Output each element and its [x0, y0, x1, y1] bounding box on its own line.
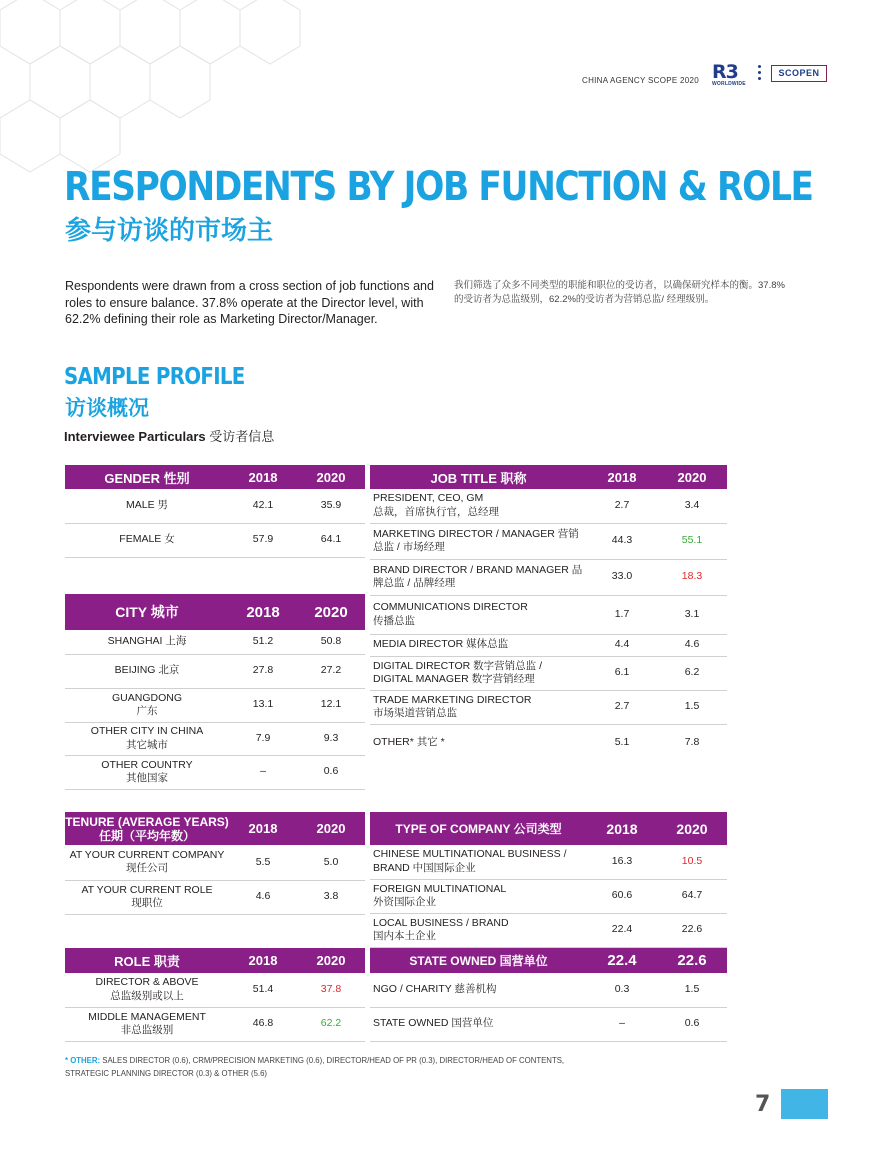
city-table [65, 594, 365, 790]
row-label-line2: DIGITAL MANAGER 数字营销经理 [373, 673, 535, 685]
row-value-2018: 16.3 [587, 845, 657, 879]
row-label-line1: COMMUNICATIONS DIRECTOR [373, 601, 528, 613]
row-value-2018: 0.3 [587, 973, 657, 1007]
row-label-line1: AT YOUR CURRENT ROLE [81, 883, 213, 896]
row-value-2020: 3.1 [657, 595, 727, 634]
row-label [65, 755, 229, 789]
row-label-line2: BRAND 中国国际企业 [373, 861, 476, 874]
row-label-line1: CHINESE MULTINATIONAL BUSINESS / [373, 848, 567, 861]
row-value-2018: 33.0 [587, 559, 657, 595]
row-label-line2: 其它城市 [126, 738, 168, 751]
job-year-2020: 2020 [657, 465, 727, 489]
row-value-2018: 60.6 [587, 879, 657, 913]
row-value-2020: 1.5 [657, 973, 727, 1007]
row-label-line1: TRADE MARKETING DIRECTOR [373, 693, 532, 706]
table-row [370, 690, 727, 724]
tenure-year-2020: 2020 [297, 812, 365, 845]
row-value-2018: 44.3 [587, 523, 657, 559]
row-value-2018: – [229, 755, 297, 789]
row-value-2020: 7.8 [684, 735, 700, 748]
footnote [65, 1055, 585, 1080]
job-year-2018: 2018 [587, 465, 657, 489]
report-name: CHINA AGENCY SCOPE 2020 [582, 76, 700, 85]
intro-paragraph-en: Respondents were drawn from a cross section of job functions and roles to ensure balance. 37.8% operate at the Director level, with 62.2% defining their role as Marketing Director/Manager. [65, 279, 434, 326]
row-label [65, 654, 229, 688]
row-label [370, 634, 587, 656]
job-title-table [370, 465, 727, 760]
company-type-table [370, 812, 727, 948]
row-label-line1: OTHER* 其它 * [373, 735, 445, 748]
row-value-2020: 62.2 [297, 1007, 365, 1041]
tenure-header-line1: TENURE (AVERAGE YEARS) [65, 814, 229, 829]
particulars-en: Interviewee Particulars [64, 429, 206, 444]
row-value-2020: 4.6 [657, 634, 727, 656]
row-value-2020: 64.1 [297, 523, 365, 557]
row-value-2018: 46.8 [229, 1007, 297, 1041]
scopen-logo: SCOPEN [771, 65, 827, 82]
table-row [65, 973, 365, 1007]
page-title: RESPONDENTS BY JOB FUNCTION & ROLE [64, 164, 813, 210]
row-value-2018: – [587, 1007, 657, 1041]
table-row [65, 880, 365, 914]
tenure-table [65, 812, 365, 915]
row-label: MALE 男 [65, 489, 229, 523]
state-owned-total-2018: 22.4 [587, 948, 657, 973]
row-value-2018: 4.6 [229, 880, 297, 914]
row-label-line2: 外资国际企业 [373, 896, 436, 908]
table-row [370, 656, 727, 690]
row-label [370, 595, 587, 634]
row-value-2020: 18.3 [657, 559, 727, 595]
gender-year-2020: 2020 [297, 465, 365, 489]
row-value-2020: 0.6 [297, 755, 365, 789]
role-year-2020: 2020 [297, 948, 365, 973]
row-value-2018: 2.7 [587, 690, 657, 724]
table-row [370, 559, 727, 595]
row-value-2020: 37.8 [297, 973, 365, 1007]
row-label-line1: DIRECTOR & ABOVE [95, 976, 199, 989]
table-row [370, 913, 727, 947]
row-value-2018: 51.2 [229, 630, 297, 654]
row-label-line2: 总裁，首席执行官，总经理 [373, 505, 499, 518]
row-value-2020: 12.1 [297, 688, 365, 722]
row-label-line1: BEIJING 北京 [114, 664, 180, 677]
intro-paragraph-cn: 我们筛选了众多不同类型的职能和职位的受访者，以确保研究样本的衡。37.8%的受访者为总监级别，62.2%的受访者为营销总监/ 经理级别。 [454, 280, 785, 305]
row-label-line1: AT YOUR CURRENT COMPANY [69, 848, 225, 861]
row-label-line2: 市场渠道营销总监 [373, 707, 457, 719]
row-label-line1: LOCAL BUSINESS / BRAND [373, 916, 509, 929]
row-label-line2: 广东 [136, 705, 158, 717]
section-title: SAMPLE PROFILE [64, 364, 245, 390]
row-label: STATE OWNED 国营单位 [370, 1007, 587, 1041]
job-title-header: JOB TITLE 职称 [370, 465, 587, 489]
row-value-2020: 3.4 [657, 489, 727, 523]
tenure-header-line2: 任期（平均年数） [98, 828, 195, 843]
row-label-line2: 非总监级别 [120, 1024, 174, 1036]
row-label-line1: FOREIGN MULTINATIONAL [373, 882, 507, 895]
row-label [370, 879, 587, 913]
table-row [65, 1007, 365, 1041]
state-owned-table [370, 948, 727, 1042]
table-row [370, 879, 727, 913]
row-label-line1: SHANGHAI 上海 [107, 635, 187, 647]
city-year-2018: 2018 [229, 594, 297, 630]
gender-table [65, 465, 365, 558]
gender-year-2018: 2018 [229, 465, 297, 489]
row-value-2020: 1.5 [657, 690, 727, 724]
row-label-line2: 传播总监 [373, 614, 415, 627]
row-label-line2: 其他国家 [126, 772, 168, 784]
row-value-2018: 4.4 [587, 634, 657, 656]
row-label-line1: GUANGDONG [111, 691, 182, 704]
company-year-2018: 2018 [587, 812, 657, 845]
row-value-2018: 51.4 [229, 973, 297, 1007]
table-row [370, 489, 727, 523]
row-value-2020: 10.5 [657, 845, 727, 879]
particulars-cn: 受访者信息 [209, 429, 275, 444]
row-label [65, 722, 229, 755]
table-row [65, 654, 365, 688]
row-value-2020: 27.2 [297, 654, 365, 688]
footnote-text: SALES DIRECTOR (0.6), CRM/PRECISION MARKETING (0.6), DIRECTOR/HEAD OF PR (0.3), DIRECTOR/HEAD OF CONTENTS, STRATEGIC PLANNING DIRECTOR (0.3) & OTHER (5.6) [65, 1056, 565, 1078]
table-row [65, 722, 365, 755]
row-label [370, 913, 587, 947]
row-label [370, 690, 587, 724]
row-label [370, 724, 587, 760]
city-header: CITY 城市 [65, 594, 229, 630]
row-value-2018: 22.4 [587, 913, 657, 947]
row-label-line2: 现职位 [131, 897, 163, 909]
footnote-marker: * OTHER: [65, 1056, 101, 1065]
row-label-line1: MEDIA DIRECTOR 媒体总监 [373, 638, 509, 651]
table-row [370, 973, 727, 1007]
row-label-line2: 总监级别或以上 [110, 989, 184, 1002]
row-value-2018: 6.1 [587, 656, 657, 690]
row-label [65, 845, 229, 880]
row-label [65, 973, 229, 1007]
row-label [65, 688, 229, 722]
row-value-2018: 13.1 [229, 688, 297, 722]
row-label: FEMALE 女 [65, 523, 229, 557]
row-label [370, 523, 587, 559]
table-row [65, 630, 365, 654]
row-value-2020: 9.3 [297, 722, 365, 755]
state-owned-header: STATE OWNED 国营单位 [370, 948, 587, 973]
row-value-2020: 64.7 [657, 879, 727, 913]
row-value-2020: 0.6 [657, 1007, 727, 1041]
row-label-line2: 国内本土企业 [373, 930, 436, 942]
row-label-line1: PRESIDENT, CEO, GM [373, 492, 484, 505]
row-value-2020: 3.8 [297, 880, 365, 914]
page-number: 7 [755, 1092, 771, 1117]
tenure-header [65, 812, 229, 845]
page-title-cn: 参与访谈的市场主 [65, 215, 274, 245]
row-label [370, 559, 587, 595]
row-value-2020: 35.9 [297, 489, 365, 523]
company-year-2020: 2020 [657, 812, 727, 845]
table-row [370, 595, 727, 634]
row-value-2018: 5.5 [229, 845, 297, 880]
gender-header: GENDER 性别 [65, 465, 229, 489]
row-label-line2: 现任公司 [126, 862, 168, 875]
row-value-2020: 55.1 [657, 523, 727, 559]
row-label: NGO / CHARITY 慈善机构 [370, 973, 587, 1007]
row-value-2018: 5.1 [614, 735, 630, 748]
r3-logo: R3 [712, 61, 738, 83]
row-label [65, 630, 229, 654]
logo-separator-dots [758, 65, 762, 83]
row-label [370, 656, 587, 690]
role-year-2018: 2018 [229, 948, 297, 973]
table-row [370, 523, 727, 559]
row-label-line1: MARKETING DIRECTOR / MANAGER 营销 [373, 527, 579, 540]
particulars-heading [64, 426, 274, 445]
table-row [370, 724, 727, 760]
row-label-line1: MIDDLE MANAGEMENT [88, 1010, 206, 1023]
row-label-line1: OTHER COUNTRY [101, 758, 193, 771]
row-value-2018: 42.1 [229, 489, 297, 523]
table-row [65, 845, 365, 880]
row-label [370, 845, 587, 879]
row-value-2018: 1.7 [587, 595, 657, 634]
table-row [370, 1007, 727, 1041]
row-value-2018: 2.7 [587, 489, 657, 523]
r3-logo-subtext: WORLDWIDE [712, 81, 746, 87]
row-label-line1: OTHER CITY IN CHINA [90, 725, 204, 737]
row-value-2018: 27.8 [229, 654, 297, 688]
role-table [65, 948, 365, 1042]
row-label-line1: DIGITAL DIRECTOR 数字营销总监 / [373, 659, 542, 672]
table-row [65, 755, 365, 789]
row-label-line2: 牌总监 / 品牌经理 [373, 577, 456, 589]
table-row [65, 688, 365, 722]
table-row [370, 634, 727, 656]
city-year-2020: 2020 [297, 594, 365, 630]
table-row [65, 523, 365, 557]
row-label [65, 880, 229, 914]
page-number-tab [781, 1089, 828, 1119]
row-value-2020: 6.2 [657, 656, 727, 690]
row-value-2018: 57.9 [229, 523, 297, 557]
row-value-2020: 50.8 [297, 630, 365, 654]
row-value-2018: 7.9 [229, 722, 297, 755]
state-owned-total-2020: 22.6 [657, 948, 727, 973]
tenure-year-2018: 2018 [229, 812, 297, 845]
section-title-cn: 访谈概况 [65, 397, 149, 420]
company-type-header: TYPE OF COMPANY 公司类型 [370, 812, 587, 845]
row-label [370, 489, 587, 523]
row-label-line2: 总监 / 市场经理 [373, 541, 445, 553]
row-value-2020: 5.0 [297, 845, 365, 880]
table-row [65, 489, 365, 523]
table-row [370, 845, 727, 879]
row-label-line1: BRAND DIRECTOR / BRAND MANAGER 品 [373, 563, 583, 576]
role-header: ROLE 职责 [65, 948, 229, 973]
row-value-2020: 22.6 [657, 913, 727, 947]
row-label [65, 1007, 229, 1041]
